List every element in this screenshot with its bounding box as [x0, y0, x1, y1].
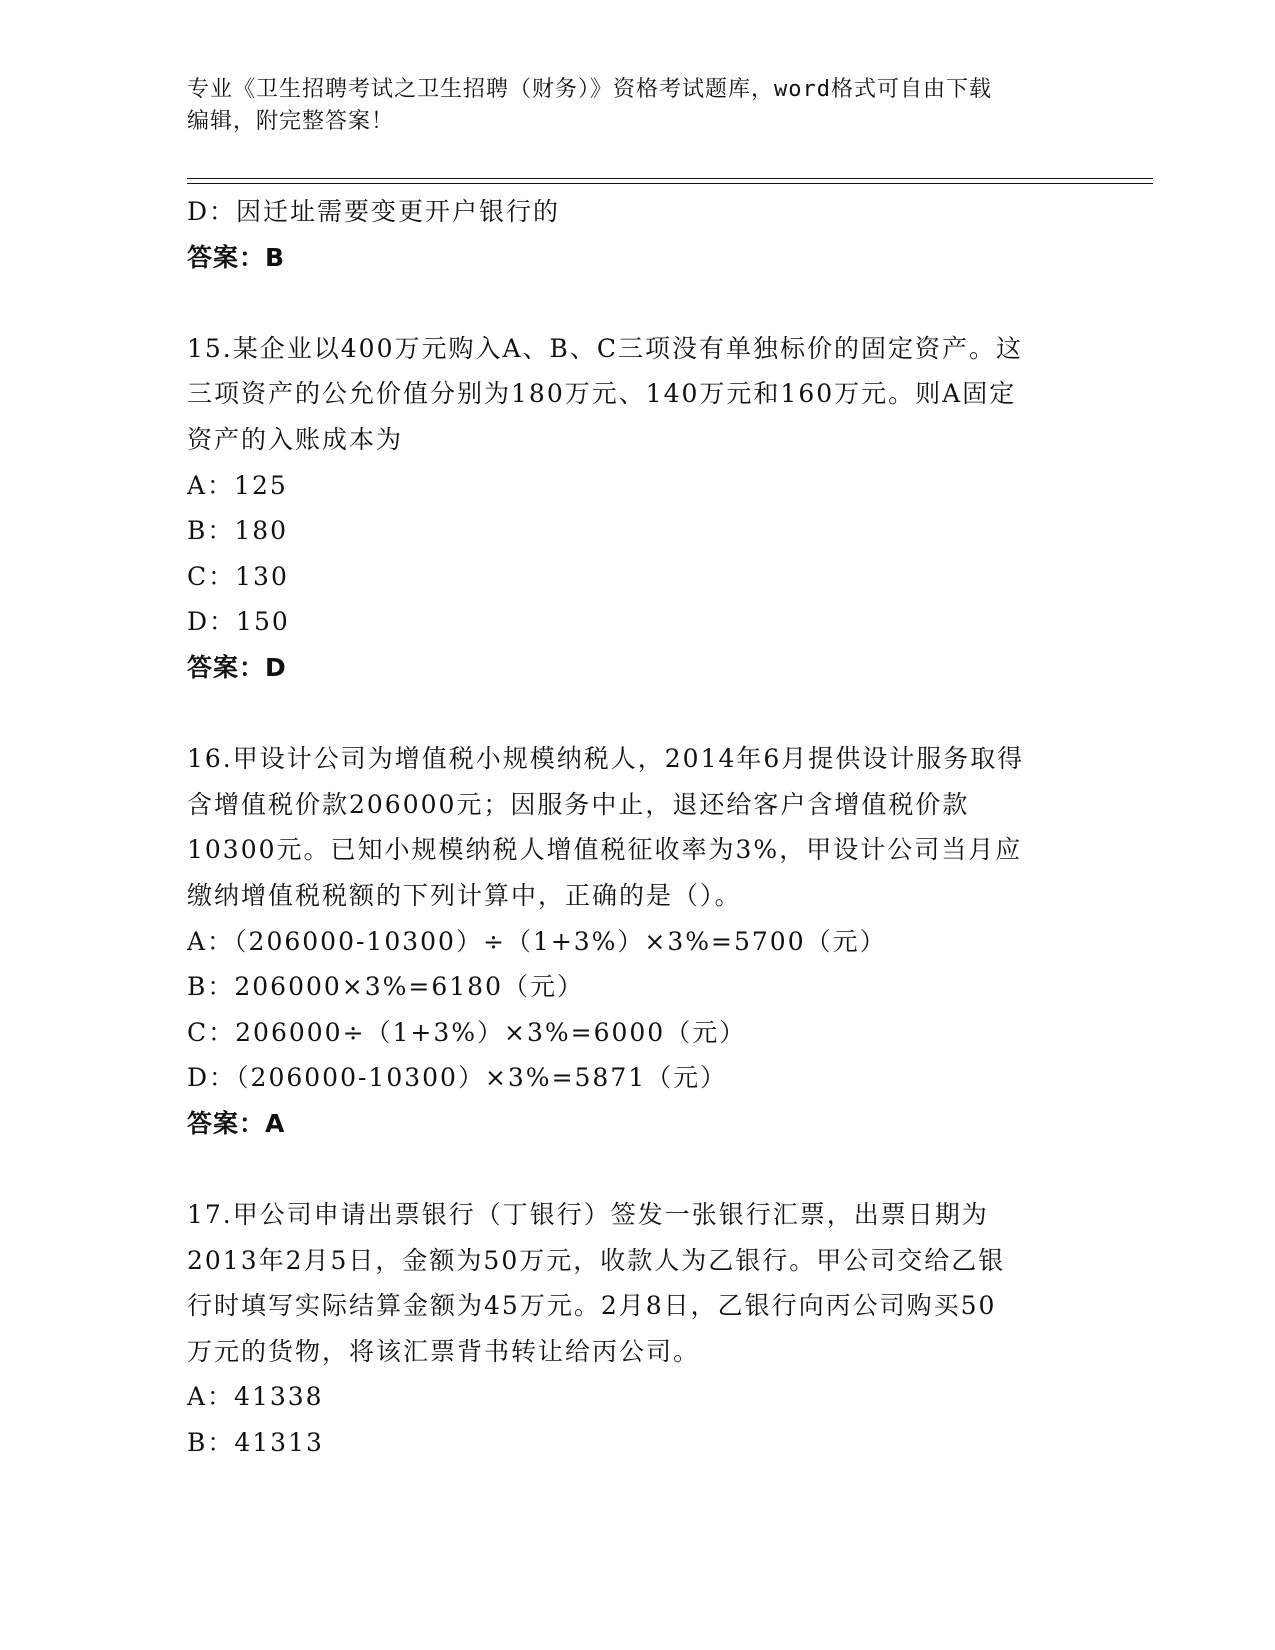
question-stem-line: 15.某企业以400万元购入A、B、C三项没有单独标价的固定资产。这: [187, 333, 1024, 363]
option-a: A：（206000-10300）÷（1+3%）×3%=5700（元）: [187, 926, 887, 956]
spacer: [187, 280, 1087, 326]
spacer: [187, 691, 1087, 737]
header-divider-bottom: [187, 183, 1153, 184]
question-17: [187, 1192, 1087, 1466]
option-c: C：206000÷（1+3%）×3%=6000（元）: [187, 1017, 747, 1047]
question-stem-line: 行时填写实际结算金额为45万元。2月8日，乙银行向丙公司购买50: [187, 1291, 997, 1321]
question-stem-line: 三项资产的公允价值分别为180万元、140万元和160万元。则A固定: [187, 379, 1017, 409]
option-d: D：（206000-10300）×3%=5871（元）: [187, 1063, 728, 1093]
spacer: [187, 1146, 1087, 1192]
answer-line: 答案：A: [187, 1108, 286, 1138]
question-stem-line: 含增值税价款206000元；因服务中止，退还给客户含增值税价款: [187, 789, 970, 819]
question-stem-line: 资产的入账成本为: [187, 424, 404, 454]
document-header: [187, 74, 1087, 138]
header-line-1: 专业《卫生招聘考试之卫生招聘（财务）》资格考试题库，word格式可自由下载: [187, 77, 992, 102]
question-stem-line: 16.甲设计公司为增值税小规模纳税人，2014年6月提供设计服务取得: [187, 744, 1025, 774]
option-b: B：180: [187, 516, 289, 546]
header-divider-top: [187, 178, 1153, 179]
question-list: [187, 189, 1087, 1466]
question-stem-line: 17.甲公司申请出票银行（丁银行）签发一张银行汇票，出票日期为: [187, 1200, 989, 1230]
question-15: [187, 326, 1087, 691]
question-stem-line: 缴纳增值税税额的下列计算中，正确的是（）。: [187, 880, 742, 910]
answer-line: 答案：B: [187, 242, 286, 272]
option-d: D：150: [187, 607, 290, 637]
answer-line: 答案：D: [187, 652, 287, 682]
question-stem-line: 万元的货物，将该汇票背书转让给丙公司。: [187, 1336, 701, 1366]
option-d: D：因迁址需要变更开户银行的: [187, 197, 561, 226]
question-stem-line: 2013年2月5日，金额为50万元，收款人为乙银行。甲公司交给乙银: [187, 1245, 1006, 1275]
option-a: A：125: [187, 470, 288, 500]
question-14-tail: [187, 189, 1087, 280]
question-16: [187, 736, 1087, 1146]
option-b: B：41313: [187, 1428, 324, 1458]
option-b: B：206000×3%=6180（元）: [187, 972, 584, 1002]
option-c: C：130: [187, 561, 289, 591]
question-stem-line: 10300元。已知小规模纳税人增值税征收率为3%，甲设计公司当月应: [187, 835, 1023, 865]
option-a: A：41338: [187, 1382, 324, 1412]
header-line-2: 编辑，附完整答案！: [187, 109, 395, 134]
